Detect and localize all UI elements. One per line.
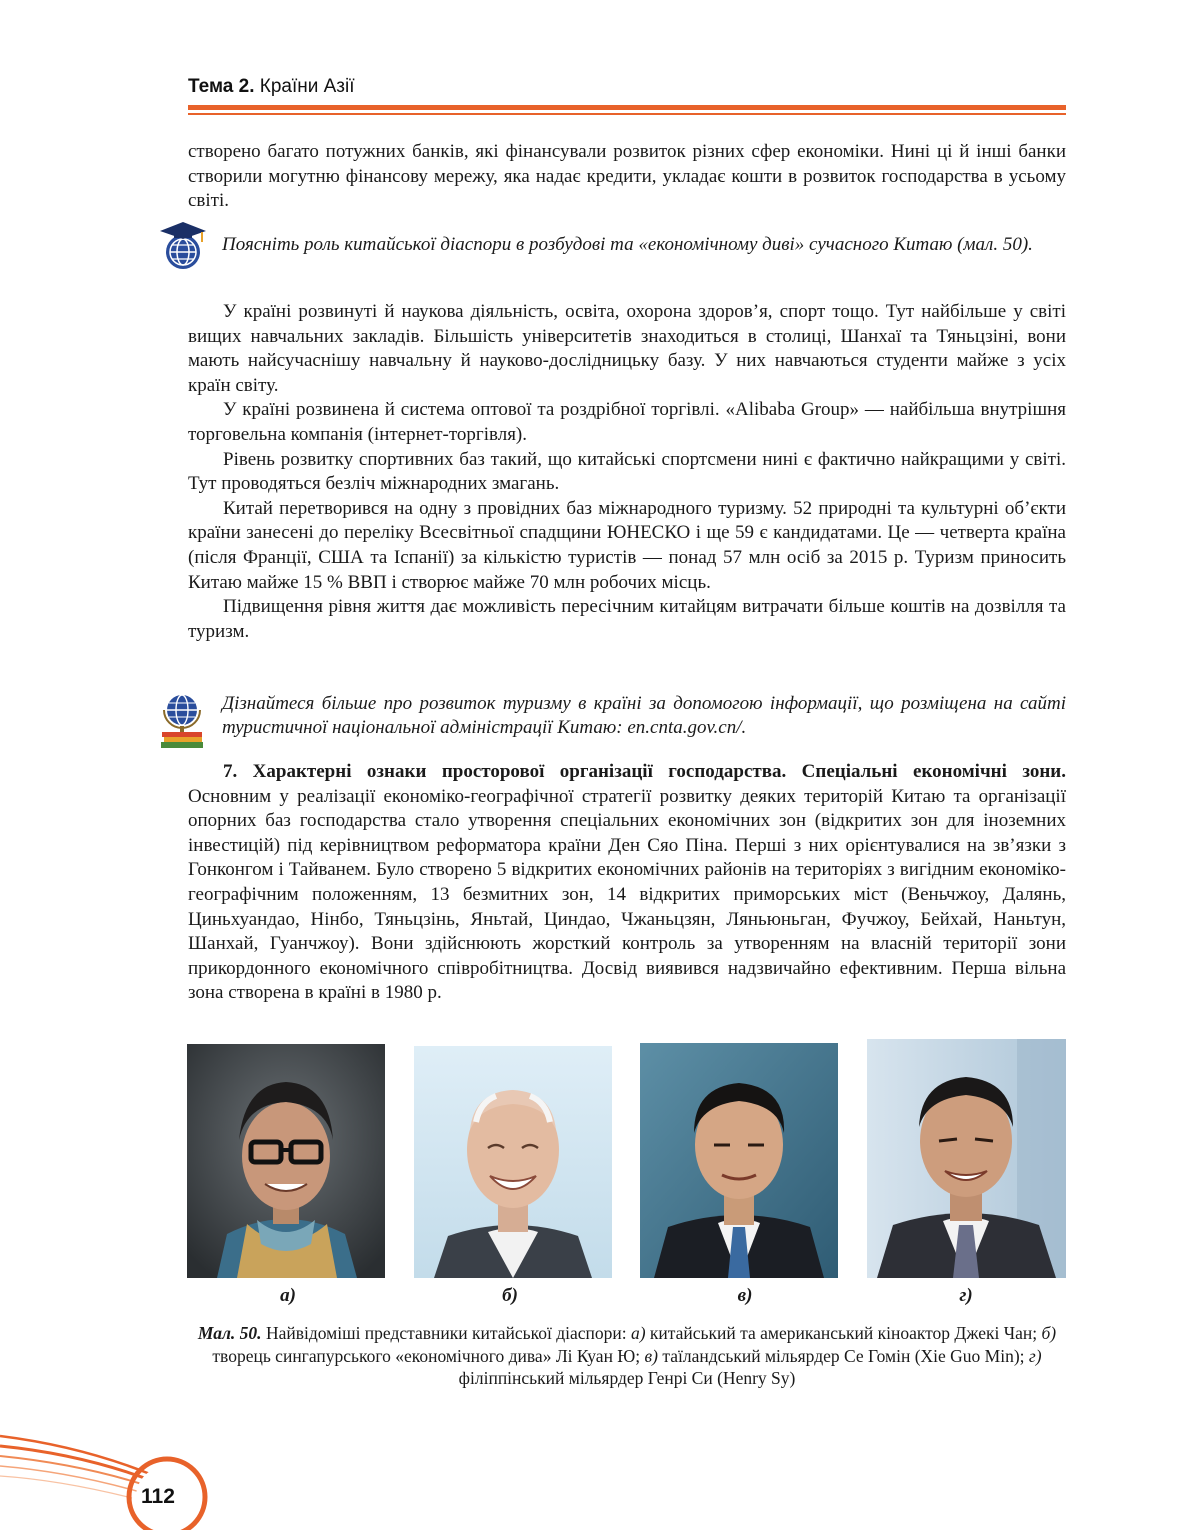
photo-label-b: б) bbox=[502, 1285, 518, 1306]
section-7-heading: 7. Характерні ознаки просторової організації господарства. Спеціальні економічні зони. bbox=[223, 761, 1066, 782]
header-rule bbox=[188, 105, 1066, 110]
header-rule-thin bbox=[188, 113, 1066, 115]
topic-name: Країни Азії bbox=[259, 76, 355, 97]
task-learn-more: Дізнайтеся більше про розвиток туризму в країні за допомогою інформації, що розміщена на сайті туристичної національної адміністрації Китаю: en.cnta.gov.cn/. bbox=[222, 693, 1066, 738]
photo-label-v: в) bbox=[737, 1285, 753, 1306]
paragraph-science: У країні розвинуті й наукова діяльність, освіта, охорона здоров’я, спорт тощо. Тут найбільше у світі вищих навчальних закладів. Більшість університетів знаходиться в столиці, Шанхаї та Тяньцзіні, вони мають найсучаснішу навчальну й науково-дослідницьку базу. У них навчаються студенти майже з усіх країн світу. bbox=[188, 301, 1066, 396]
task-explain: Поясніть роль китайської діаспори в розбудові та «економічному диві» сучасного Китаю (мал. 50). bbox=[222, 234, 1033, 255]
topic-number: Тема 2. bbox=[188, 76, 255, 97]
caption-text-v: таїландський мільярдер Се Гомін (Xie Guo Min); bbox=[657, 1345, 1029, 1366]
caption-marker-a: а) bbox=[630, 1323, 646, 1343]
photo-lee-kuan-yew bbox=[414, 1046, 612, 1278]
photo-label-a: а) bbox=[280, 1285, 296, 1306]
photo-xie-guo-min bbox=[640, 1043, 838, 1278]
page-header bbox=[188, 76, 355, 98]
section-7 bbox=[188, 760, 1066, 1006]
photo-henry-sy bbox=[867, 1039, 1066, 1278]
paragraph-living: Підвищення рівня життя дає можливість пересічним китайцям витрачати більше коштів на дозвілля та туризм. bbox=[188, 596, 1066, 642]
paragraph-trade: У країні розвинена й система оптової та роздрібної торгівлі. «Alibaba Group» — найбільша внутрішня торговельна компанія (інтернет-торгівля). bbox=[188, 399, 1066, 445]
globe-books-icon bbox=[156, 690, 208, 750]
caption-marker-v: в) bbox=[644, 1345, 658, 1366]
caption-number: Мал. 50. bbox=[197, 1323, 262, 1343]
photo-jackie-chan bbox=[187, 1044, 385, 1278]
photo-label-g: г) bbox=[959, 1285, 973, 1306]
paragraph-tourism: Китай перетворився на одну з провідних баз міжнародного туризму. 52 природні та культурні об’єкти країни занесені до переліку Всесвітньої спадщини ЮНЕСКО і ще 59 є кандидатами. Це — четверта країна (після Франції, США та Іспанії) за кількістю туристів — понад 57 млн осіб за 2015 р. Туризм приносить Китаю майже 15 % ВВП і створює майже 70 млн робочих місць. bbox=[188, 497, 1066, 593]
paragraph-sport: Рівень розвитку спортивних баз такий, що китайські спортсмени нині є фактично найкращими у світі. Тут проводяться безліч міжнародних змагань. bbox=[188, 448, 1066, 495]
caption-text: Найвідоміші представники китайської діаспори: bbox=[261, 1323, 631, 1343]
main-text bbox=[188, 300, 1066, 644]
page-number: 112 bbox=[141, 1485, 175, 1508]
caption-marker-g: г) bbox=[1028, 1345, 1042, 1366]
caption-text-g: філіппінський мільярдер Генрі Си (Henry Sy) bbox=[458, 1368, 796, 1388]
intro-text bbox=[188, 140, 1066, 214]
intro-paragraph: створено багато потужних банків, які фінансували розвиток різних сфер економіки. Нині ці й інші банки створили могутню фінансову мережу, яка надає кредити, укладає кошти в розвиток господарства в усьому світі. bbox=[188, 141, 1066, 212]
section-7-body: Основним у реалізації економіко-географічної стратегії розвитку деяких територій Китаю та організації опорних баз господарства стало утворення спеціальних економічних зон (відкритих зон для іноземних інвестицій) під керівництвом реформатора країни Ден Сяо Піна. Перші з них орієнтувалися на зв’язки з Гонконгом і Тайванем. Було створено 5 відкритих економічних районів на територіях з вигідним економіко-географічним положенням, 13 безмитних зон, 14 відкритих приморських міст (Веньчжоу, Далянь, Циньхуандао, Нінбо, Тяньцзінь, Яньтай, Циндао, Чжаньцзян, Ляньюньган, Фучжоу, Бейхай, Наньтун, Шанхай, Гуанчжоу). Вони здійснюють жорсткий контроль за утворенням на власній території зони прикордонного економічного співробітництва. Досвід виявився надзвичайно ефективним. Перша вільна зона створена в країні в 1980 р. bbox=[188, 785, 1066, 1004]
figure-caption bbox=[188, 1322, 1066, 1390]
decorative-swoosh bbox=[0, 1430, 230, 1530]
graduation-globe-icon bbox=[158, 220, 208, 272]
caption-text-b: творець сингапурського «економічного дива» Лі Куан Ю; bbox=[212, 1345, 645, 1366]
caption-text-a: китайський та американський кіноактор Джекі Чан; bbox=[645, 1323, 1042, 1343]
caption-marker-b: б) bbox=[1041, 1323, 1057, 1343]
